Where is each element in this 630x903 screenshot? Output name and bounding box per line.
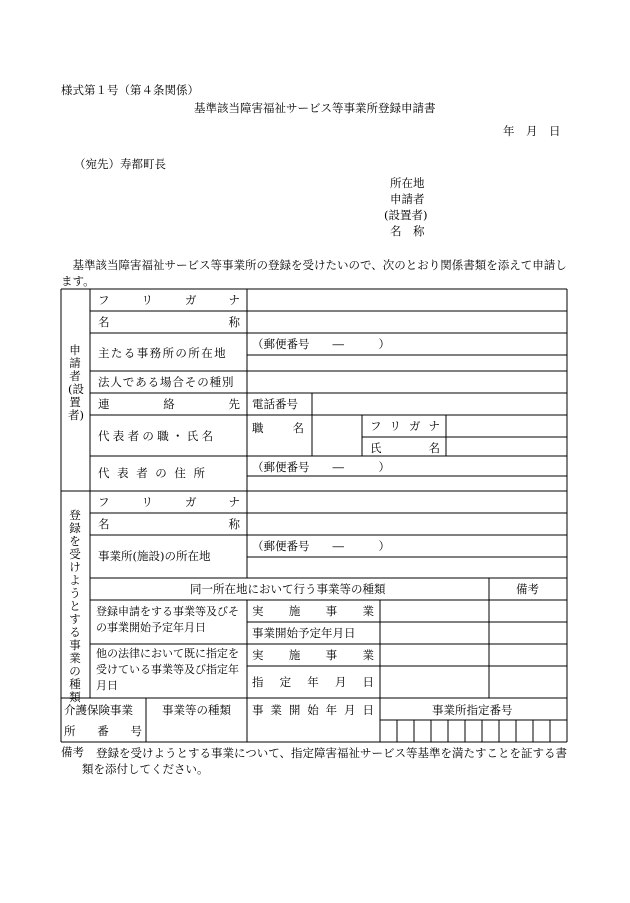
rep-furigana-label: フ リ ガ ナ: [370, 419, 440, 433]
establisher-label: (設置者): [384, 208, 428, 222]
applicant-section-label: 申請者(設置者): [68, 343, 84, 422]
services-header: 同一所在地において行う事業等の種類: [190, 582, 386, 596]
rep-name-label: 氏 名: [370, 441, 440, 455]
applicant-location-label: 所在地: [390, 176, 425, 190]
remarks-header: 備考: [516, 582, 539, 596]
other-law-label: 他の法律において既に指定を受けている事業等及び指定年月日: [96, 647, 239, 692]
applicant-name-label: 名 称: [390, 224, 425, 238]
rep-position-name-label: 代表者の職・氏名: [98, 429, 217, 443]
applying-services-label: 登録申請をする事業等及びその事業開始予定年月日: [96, 605, 239, 634]
rep-address-postal: （郵便番号 ― ）: [252, 460, 390, 474]
corp-type-label: 法人である場合その種別: [98, 375, 235, 389]
addressee: （宛先）寿都町長: [74, 157, 166, 171]
form-title: 基準該当障害福祉サービス等事業所登録申請書: [194, 101, 436, 115]
start-planned-label: 事業開始予定年月日: [252, 626, 356, 640]
implemented-label-2: 実 施 事 業: [252, 648, 374, 662]
main-office-label: 主たる事務所の所在地: [98, 346, 227, 360]
intro-text: 基準該当障害福祉サービス等事業所の登録を受けたいので、次のとおり関係書類を添えて申請します。: [61, 258, 567, 288]
position-label: 職 名: [252, 421, 304, 435]
applicant-furigana-label: フ リ ガ ナ: [98, 293, 240, 307]
date-line: 年 月 日: [503, 124, 561, 138]
implemented-label-1: 実 施 事 業: [252, 604, 374, 618]
care-service-type: 事業等の種類: [162, 703, 231, 717]
footnote-text: 登録を受けようとする事業について、指定障害福祉サービス等基準を満たすことを証する書類を添付してください。: [82, 746, 568, 776]
applicant-name-row-label: 名 称: [98, 315, 240, 329]
facility-furigana-label: フ リ ガ ナ: [98, 495, 240, 509]
designation-date-label: 指 定 年 月 日: [252, 675, 374, 689]
rep-address-label: 代表者の住所: [98, 466, 213, 480]
care-insurance-label-1: 介護保険事業: [64, 703, 133, 717]
facility-section-label: 登録を受けようとする事業の種類: [69, 508, 81, 704]
footnote-label: 備考: [61, 745, 84, 759]
facility-postal: （郵便番号 ― ）: [252, 539, 390, 553]
applicant-label: 申請者: [390, 192, 425, 206]
phone-label: 電話番号: [252, 397, 298, 411]
form-number: 様式第１号（第４条関係）: [61, 83, 199, 97]
facility-name-label: 名 称: [98, 517, 240, 531]
care-insurance-label-2: 所 番 号: [64, 724, 142, 738]
main-office-postal: （郵便番号 ― ）: [252, 337, 390, 351]
facility-location-label: 事業所(施設)の所在地: [98, 549, 211, 563]
designation-number-label: 事業所指定番号: [432, 703, 513, 717]
contact-label: 連 絡 先: [98, 397, 240, 411]
care-start-date: 事 業 開 始 年 月 日: [252, 703, 374, 717]
